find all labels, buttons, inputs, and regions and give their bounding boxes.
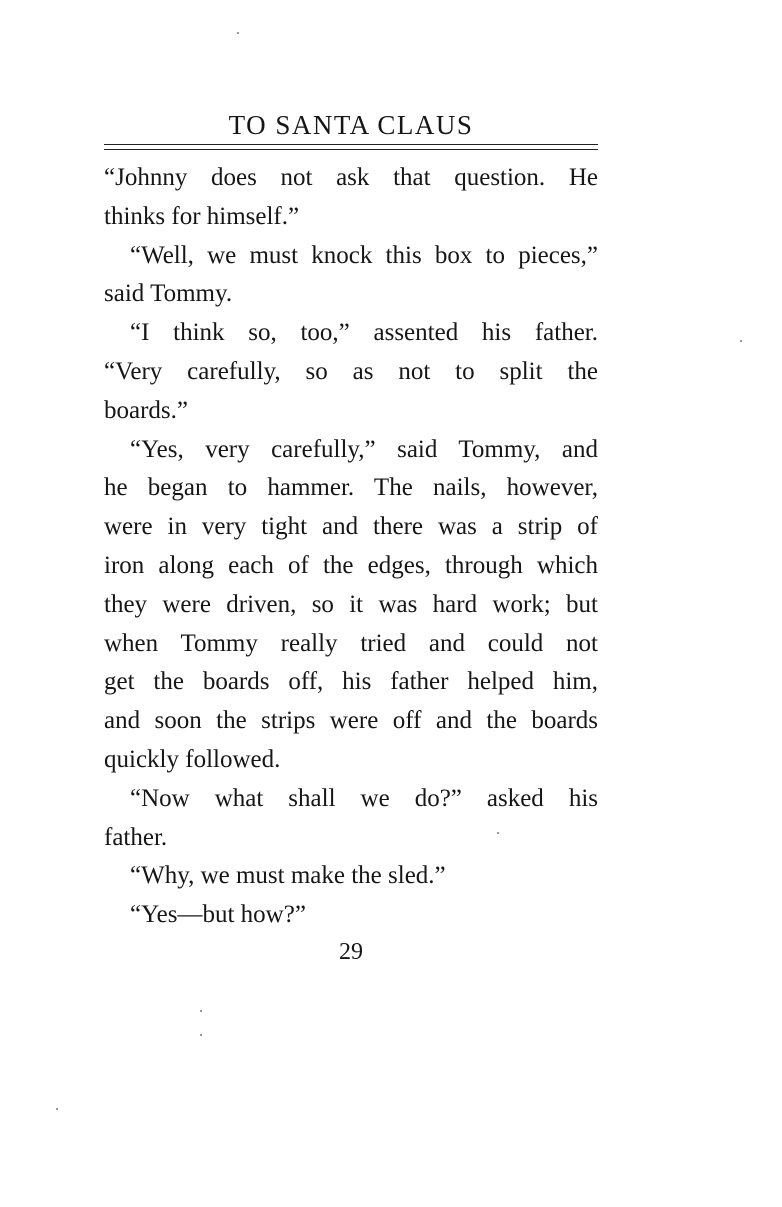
paper-speck: [740, 340, 742, 342]
paper-speck: [200, 1010, 202, 1012]
text-line: “I think so, too,” assented his father.: [130, 319, 598, 347]
text-line: “Very carefully, so as not to split the: [104, 358, 598, 385]
text-line: iron along each of the edges, through which: [104, 552, 598, 579]
text-line: thinks for himself.”: [104, 202, 300, 230]
text-line: quickly followed.: [104, 746, 281, 773]
text-line: “Yes, very carefully,” said Tommy, and: [130, 435, 598, 463]
header-rule-top: [104, 144, 598, 145]
text-line: “Now what shall we do?” asked his: [130, 784, 598, 812]
paper-speck: [497, 832, 499, 834]
text-line: he began to hammer. The nails, however,: [104, 474, 598, 502]
text-line: said Tommy.: [104, 280, 233, 308]
paper-speck: [200, 1034, 202, 1036]
text-line: get the boards off, his father helped him,: [104, 668, 598, 696]
text-line: were in very tight and there was a strip of: [104, 513, 598, 541]
running-head: TO SANTA CLAUS: [228, 110, 474, 140]
text-line: when Tommy really tried and could not: [104, 629, 598, 657]
text-line: and soon the strips were off and the boards: [104, 707, 598, 735]
text-line: “Well, we must knock this box to pieces,”: [130, 241, 598, 269]
text-line: “Why, we must make the sled.”: [130, 862, 446, 890]
paper-speck: [56, 1108, 58, 1110]
text-line: boards.”: [104, 396, 188, 424]
text-line: “Yes—but how?”: [130, 901, 306, 929]
paper-speck: [237, 32, 239, 34]
text-line: “Johnny does not ask that question. He: [104, 164, 598, 191]
page-number: 29: [339, 939, 363, 965]
text-line: father.: [104, 823, 168, 851]
header-rule-bottom: [104, 149, 598, 150]
text-line: they were driven, so it was hard work; but: [104, 590, 598, 618]
